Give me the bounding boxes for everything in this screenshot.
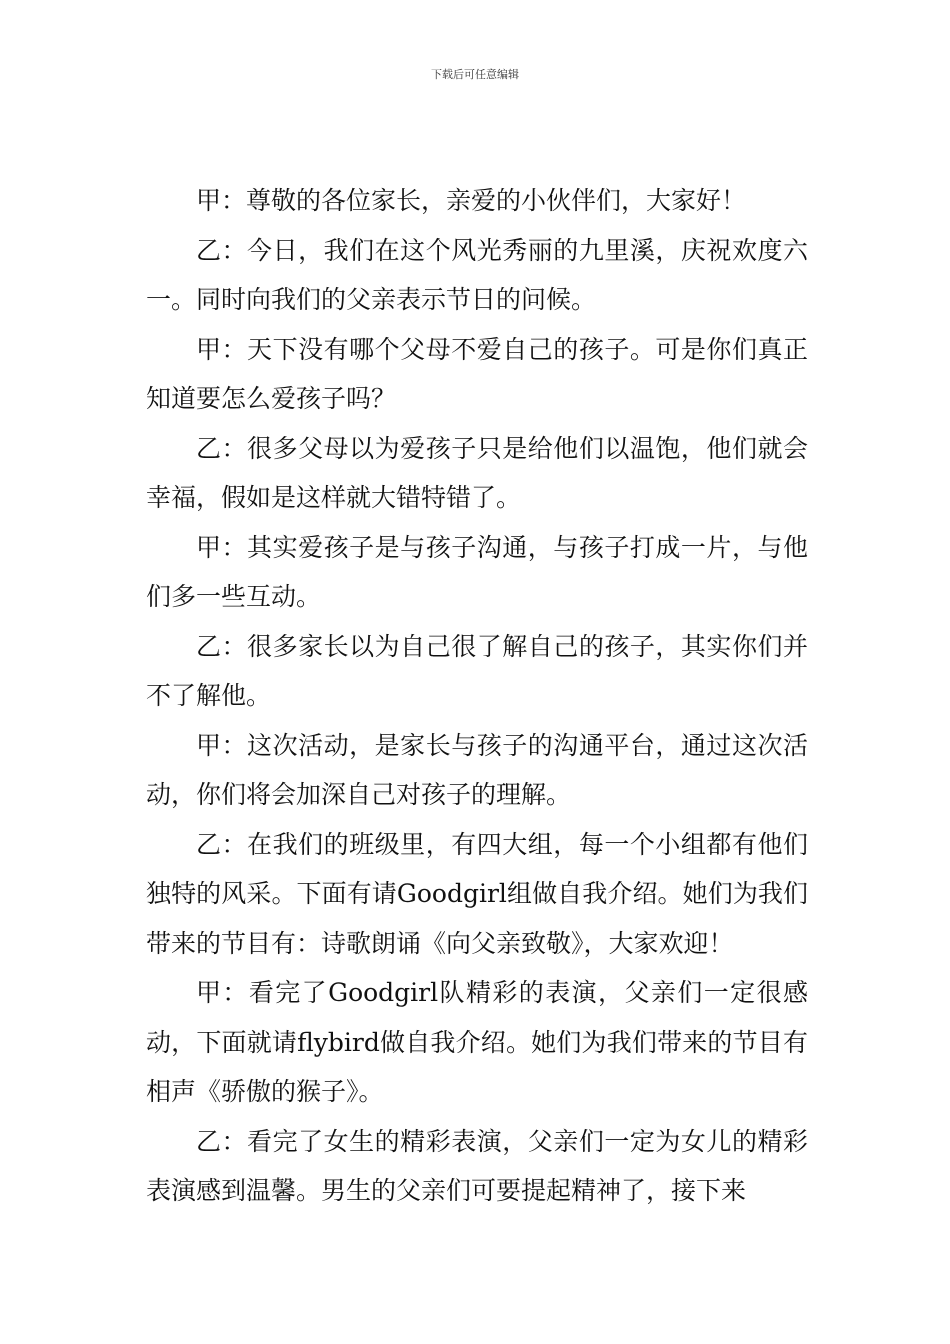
paragraph: 乙：今日，我们在这个风光秀丽的九里溪，庆祝欢度六一。同时向我们的父亲表示节日的问候。 bbox=[146, 235, 808, 314]
paragraph: 甲：这次活动，是家长与孩子的沟通平台，通过这次活动，你们将会加深自己对孩子的理解。 bbox=[146, 730, 808, 809]
paragraph: 乙：看完了女生的精彩表演，父亲们一定为女儿的精彩表演感到温馨。男生的父亲们可要提起精神了，接下来 bbox=[146, 1126, 808, 1205]
header-note: 下载后可任意编辑 bbox=[431, 68, 519, 81]
paragraph: 甲：看完了Goodgirl队精彩的表演，父亲们一定很感动，下面就请flybird做自我介绍。她们为我们带来的节目有相声《骄傲的猴子》。 bbox=[146, 978, 808, 1106]
paragraph: 甲：天下没有哪个父母不爱自己的孩子。可是你们真正知道要怎么爱孩子吗？ bbox=[146, 334, 808, 413]
paragraph: 乙：在我们的班级里，有四大组，每一个小组都有他们独特的风采。下面有请Goodgirl组做自我介绍。她们为我们带来的节目有：诗歌朗诵《向父亲致敬》，大家欢迎！ bbox=[146, 829, 808, 958]
paragraph: 甲：尊敬的各位家长，亲爱的小伙伴们，大家好！ bbox=[196, 186, 747, 215]
paragraph: 甲：其实爱孩子是与孩子沟通，与孩子打成一片，与他们多一些互动。 bbox=[146, 532, 808, 611]
paragraph: 乙：很多父母以为爱孩子只是给他们以温饱，他们就会幸福，假如是这样就大错特错了。 bbox=[146, 433, 808, 512]
document-body bbox=[146, 176, 808, 1216]
paragraph: 乙：很多家长以为自己很了解自己的孩子，其实你们并不了解他。 bbox=[146, 631, 808, 710]
